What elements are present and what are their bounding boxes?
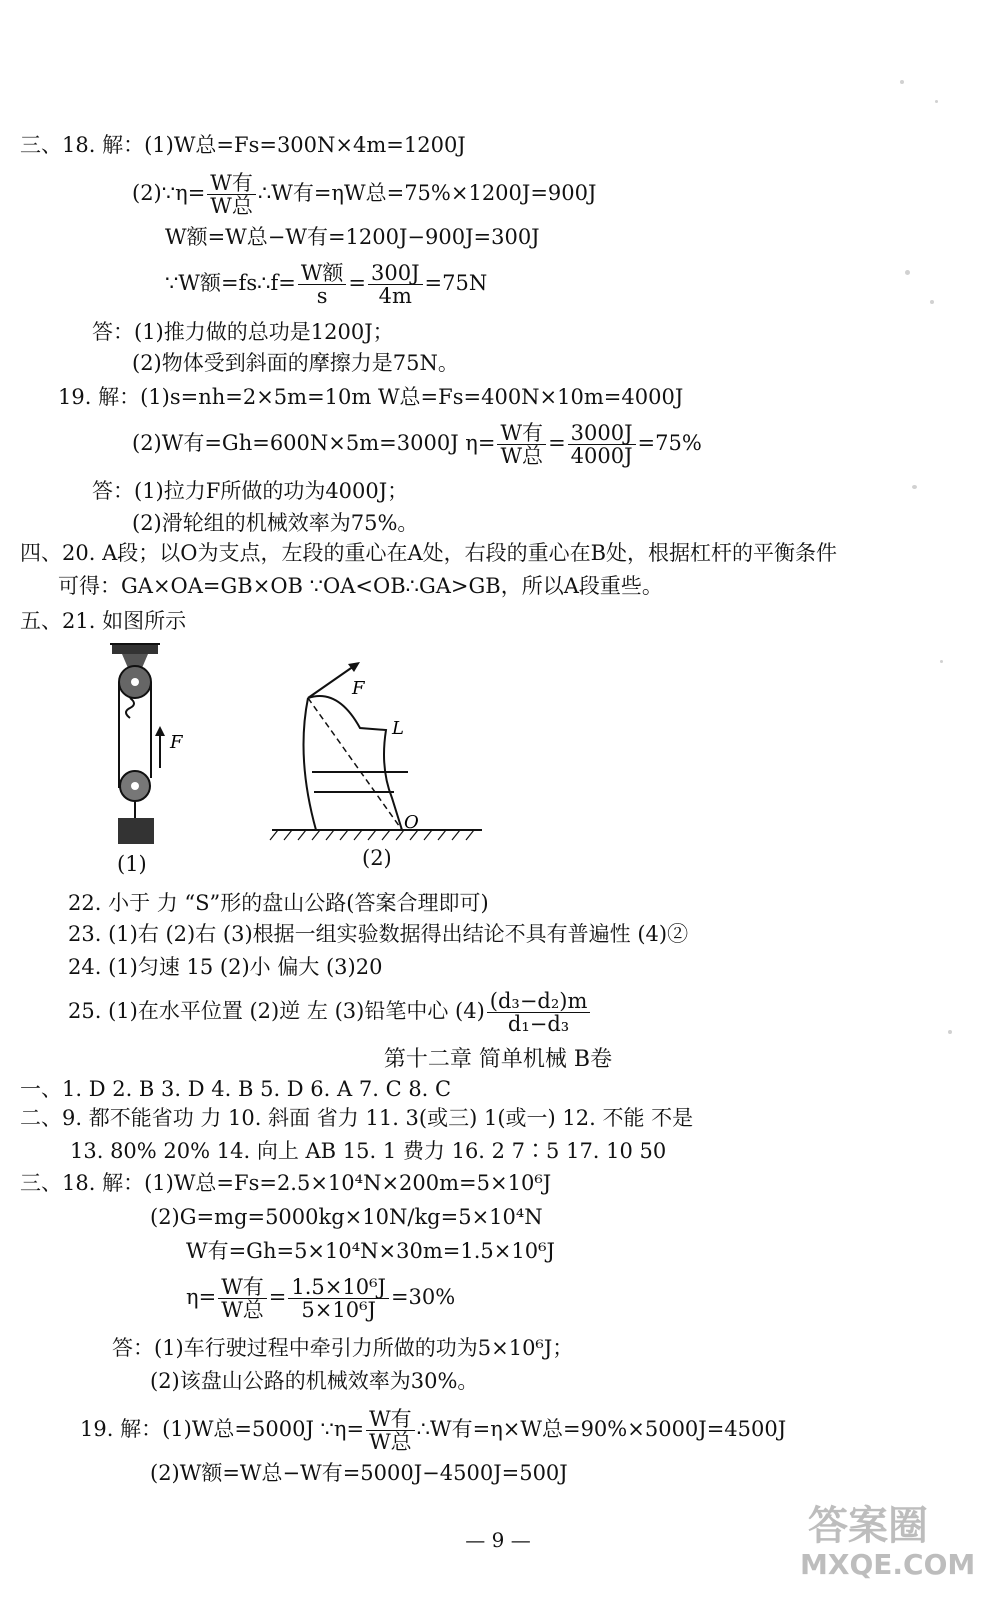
mc-answers: 一、1. D 2. B 3. D 4. B 5. D 6. A 7. C 8. C (20, 1077, 452, 1101)
page-number: — 9 — (465, 1528, 531, 1552)
watermark-url: MXQE.COM (800, 1548, 976, 1581)
answer-line: 答：(1)车行驶过程中牵引力所做的功为5×10⁶J； (112, 1336, 574, 1360)
watermark-logo: 答案圈 (808, 1503, 928, 1549)
scan-speck (935, 100, 938, 103)
b-q18-line2: (2)G=mg=5000kg×10N/kg=5×10⁴N (150, 1205, 543, 1229)
fraction: $\frac{\text{W有}}{\text{W总}}$ (497, 422, 546, 467)
scan-speck (912, 485, 917, 489)
fraction: $\frac{300J}{4m}$ (368, 262, 423, 307)
fraction: $\frac{\text{(d₃−d₂)m}}{\text{d₁−d₃}}$ (487, 990, 591, 1035)
fill-answers-1: 二、9. 都不能省功 力 10. 斜面 省力 11. 3(或三) 1(或一) 12. 不能 不是 (20, 1106, 694, 1130)
b-q19-line2: (2)W额=W总−W有=5000J−4500J=500J (150, 1461, 568, 1485)
b-q18-line3: W有=Gh=5×10⁴N×30m=1.5×10⁶J (186, 1239, 555, 1263)
chapter-title: 第十二章 简单机械 B卷 (383, 1047, 613, 1072)
figure-caption: (1) (117, 852, 147, 876)
q19-line2: (2)W有=Gh=600N×5m=3000J η= $\frac{\text{W有}}{\text{W总}}$ = $\frac{3000J}{4000J}$ =75% (132, 421, 702, 468)
q23-line: 23. (1)右 (2)右 (3)根据一组实验数据得出结论不具有普遍性 (4)② (68, 922, 689, 946)
force-label: F (352, 678, 365, 699)
b-q18-line4: η= $\frac{\text{W有}}{\text{W总}}$ = $\frac{\text{1.5×10⁶J}}{\text{5×10⁶J}}$ =30% (186, 1275, 456, 1322)
q25-line: 25. (1)在水平位置 (2)逆 左 (3)铅笔中心 (4) $\frac{\text{(d₃−d₂)m}}{\text{d₁−d₃}}$ (68, 990, 592, 1035)
q18-line3: W额=W总−W有=1200J−900J=300J (165, 225, 540, 249)
lever-figure (268, 648, 488, 848)
q18-line2: (2)∵η= $\frac{\text{W有}}{\text{W总}}$ ∴W有=ηW总=75%×1200J=900J (132, 171, 597, 218)
lever-arm-label: L (392, 718, 404, 739)
b-q18-line1: 三、18. 解：(1)W总=Fs=2.5×10⁴N×200m=5×10⁶J (20, 1171, 552, 1195)
figure-caption: (2) (362, 846, 392, 870)
fraction: $\frac{\text{1.5×10⁶J}}{\text{5×10⁶J}}$ (288, 1276, 389, 1321)
q21-line: 五、21. 如图所示 (20, 609, 187, 633)
fraction: $\frac{\text{W有}}{\text{W总}}$ (218, 1276, 267, 1321)
fraction: $\frac{\text{W有}}{\text{W总}}$ (207, 172, 256, 217)
scan-speck (930, 300, 934, 304)
fraction: $\frac{\text{W额}}{s}$ (298, 262, 347, 307)
scan-speck (900, 80, 904, 84)
answer-line: (2)该盘山公路的机械效率为30%。 (150, 1369, 479, 1393)
q20-line1: 四、20. A段；以O为支点，左段的重心在A处，右段的重心在B处，根据杠杆的平衡条件 (20, 541, 838, 565)
pivot-label: O (404, 812, 419, 833)
q20-line2: 可得：GA×OA=GB×OB ∵OA<OB∴GA>GB，所以A段重些。 (58, 574, 663, 598)
q24-line: 24. (1)匀速 15 (2)小 偏大 (3)20 (68, 955, 383, 979)
q18-line4: ∵W额=fs∴f= $\frac{\text{W额}}{s}$ = $\frac{300J}{4m}$ =75N (165, 261, 488, 308)
answer-line: (2)滑轮组的机械效率为75%。 (132, 511, 419, 535)
answer-line: (2)物体受到斜面的摩擦力是75N。 (132, 351, 459, 375)
fill-answers-2: 13. 80% 20% 14. 向上 AB 15. 1 费力 16. 2 7∶5 17. 10 50 (70, 1139, 667, 1163)
q22-line: 22. 小于 力 “S”形的盘山公路(答案合理即可) (68, 891, 489, 915)
b-q19-line1: 19. 解：(1)W总=5000J ∵η= $\frac{\text{W有}}{\text{W总}}$ ∴W有=η×W总=90%×5000J=4500J (80, 1407, 787, 1454)
fraction: $\frac{\text{W有}}{\text{W总}}$ (366, 1408, 415, 1453)
scan-speck (948, 1030, 952, 1034)
scan-speck (905, 270, 910, 275)
pulley-figure (100, 638, 200, 848)
scan-speck (940, 660, 943, 663)
q18-line1: 三、18. 解：(1)W总=Fs=300N×4m=1200J (20, 133, 466, 157)
force-label: F (170, 732, 183, 753)
answer-line: 答：(1)拉力F所做的功为4000J； (92, 479, 409, 503)
fraction: $\frac{3000J}{4000J}$ (568, 422, 636, 467)
answer-line: 答：(1)推力做的总功是1200J； (92, 320, 394, 344)
q19-line1: 19. 解：(1)s=nh=2×5m=10m W总=Fs=400N×10m=4000J (58, 385, 684, 409)
